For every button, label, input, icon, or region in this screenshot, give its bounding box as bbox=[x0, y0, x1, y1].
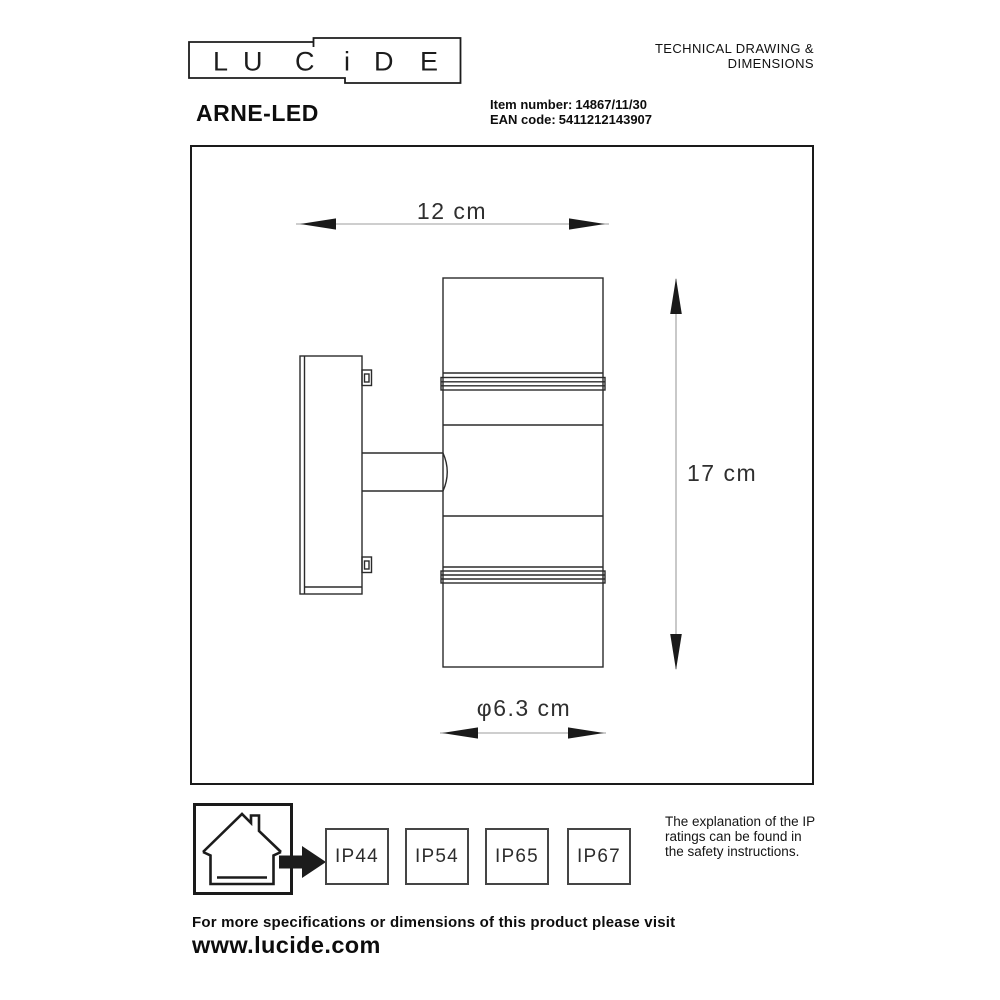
ean-code-value: 5411212143907 bbox=[558, 112, 653, 127]
logo-letter: C bbox=[295, 46, 315, 77]
diameter-dimension bbox=[440, 695, 606, 739]
width-dimension bbox=[296, 198, 609, 230]
ean-code-label: EAN code: bbox=[490, 112, 556, 127]
ip-rating-label: IP44 bbox=[335, 845, 379, 867]
ip-ratings-note: The explanation of the IP ratings can be found in the safety instructions. bbox=[665, 814, 815, 859]
height-dimension-label: 17 cm bbox=[687, 460, 758, 486]
ip-rating-badge bbox=[325, 828, 389, 885]
upper-ring-band bbox=[441, 378, 605, 391]
plate-clip-bottom bbox=[362, 557, 372, 573]
product-name: ARNE-LED bbox=[196, 100, 319, 126]
logo-letter: E bbox=[420, 46, 439, 77]
logo-letter: D bbox=[374, 46, 394, 77]
ip-rating-badge bbox=[405, 828, 469, 885]
arrow-up-icon bbox=[670, 278, 682, 314]
arrow-right-icon bbox=[569, 218, 605, 229]
ip-rating-badge bbox=[567, 828, 631, 885]
lamp-side-view bbox=[300, 278, 605, 667]
lower-ring-band bbox=[441, 571, 605, 583]
ean-code-row bbox=[490, 112, 655, 127]
item-number-row bbox=[490, 97, 655, 112]
height-dimension bbox=[670, 278, 757, 670]
item-number-label: Item number: bbox=[490, 97, 573, 112]
product-codes bbox=[490, 97, 655, 127]
document-title: TECHNICAL DRAWING & DIMENSIONS bbox=[654, 41, 814, 71]
arrow-left-icon bbox=[300, 218, 336, 229]
footer-website: www.lucide.com bbox=[192, 932, 381, 958]
logo-letter: U bbox=[243, 46, 263, 77]
logo-letter: i bbox=[344, 46, 350, 77]
house-icon bbox=[196, 806, 290, 892]
indoor-house-pictogram-box bbox=[193, 803, 293, 895]
arrow-left-icon bbox=[442, 727, 478, 738]
ip-rating-badge bbox=[485, 828, 549, 885]
ip-rating-label: IP54 bbox=[415, 845, 459, 867]
arrow-right-icon bbox=[279, 845, 327, 879]
lucide-logo bbox=[185, 33, 470, 89]
technical-drawing bbox=[190, 145, 814, 785]
ip-rating-label: IP65 bbox=[495, 845, 539, 867]
footer-text: For more specifications or dimensions of this product please visit bbox=[192, 914, 676, 931]
wall-plate bbox=[300, 356, 362, 594]
diameter-dimension-label: φ6.3 cm bbox=[476, 695, 572, 721]
width-dimension-label: 12 cm bbox=[416, 198, 488, 224]
cylinder-body bbox=[443, 278, 603, 667]
logo-letters bbox=[213, 47, 438, 77]
arrow-down-icon bbox=[670, 634, 682, 670]
ip-rating-label: IP67 bbox=[577, 845, 621, 867]
logo-letter: L bbox=[213, 46, 229, 77]
item-number-value: 14867/11/30 bbox=[575, 97, 647, 112]
arrow-right-icon bbox=[568, 727, 604, 738]
plate-clip-top bbox=[362, 370, 372, 386]
